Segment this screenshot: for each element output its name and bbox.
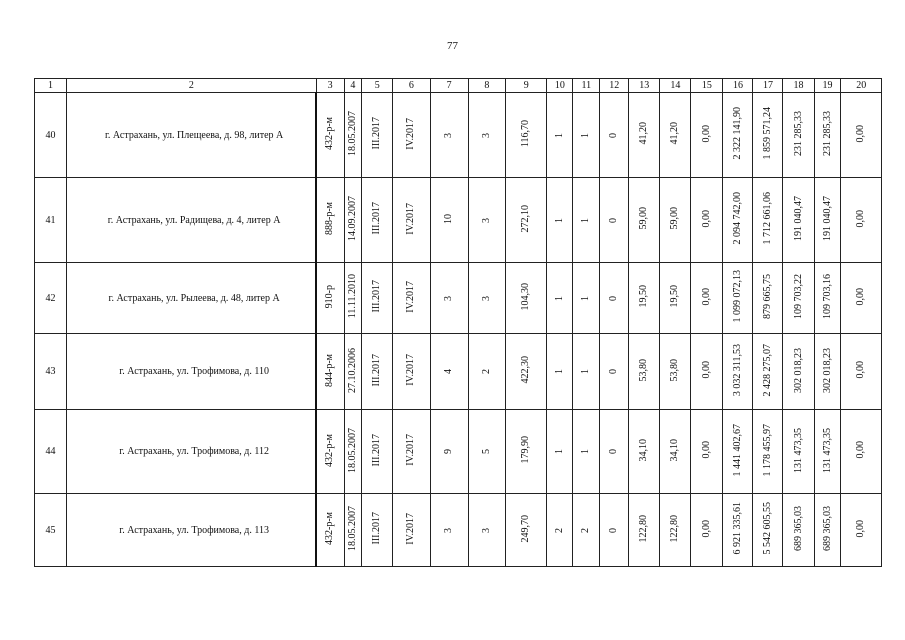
table-cell [841,494,882,567]
cell-value: 0 [608,369,620,374]
cell-value: 2 [553,527,565,533]
cell-value: 116,70 [520,119,532,148]
table-cell [691,178,723,263]
cell-value: III.2017 [371,433,383,467]
table-cell [600,334,629,410]
cell-value: 131 473,35 [821,427,833,473]
table-cell [573,93,600,178]
cell-value: 1 859 571,24 [761,107,773,160]
table-cell [841,334,882,410]
cell-value: 191 040,47 [821,196,833,241]
cell-value: 1 099 072,13 [731,270,743,323]
table-cell [629,263,660,334]
table-cell [814,410,841,494]
table-cell [814,334,841,410]
table-cell [841,410,882,494]
table-cell [660,410,691,494]
address-cell: г. Астрахань, ул. Трофимова, д. 112 [67,410,317,494]
table-cell [600,178,629,263]
table-cell [629,178,660,263]
header-row [35,79,882,93]
table-cell [723,334,753,410]
cell-value: 2 [580,527,592,533]
cell-value: 104,30 [520,282,532,311]
cell-value: 0,00 [855,124,867,143]
table-cell [344,410,362,494]
cell-value: IV.2017 [405,354,417,386]
table-cell [753,410,783,494]
cell-value: 0,00 [855,519,867,538]
cell-value: 41,20 [638,122,650,145]
cell-value: 34,10 [669,438,681,462]
cell-value: 109 703,22 [792,274,804,319]
table-cell [573,263,600,334]
cell-value: 122,80 [669,514,681,543]
cell-value: 34,10 [638,438,650,462]
table-cell [660,494,691,567]
table-cell [316,410,344,494]
cell-value: 10 [443,213,455,224]
column-header: 15 [691,79,723,93]
registry-table [34,78,882,567]
table-row [35,263,882,334]
address-cell: г. Астрахань, ул. Радищева, д. 4, литер А [67,178,317,263]
cell-value: 53,80 [669,358,681,382]
table-cell [393,410,430,494]
cell-value: 0,00 [855,287,867,306]
cell-value: 231 285,33 [821,111,833,156]
table-cell [547,178,573,263]
cell-value: 1 [580,369,592,374]
cell-value: 18.05.2007 [346,111,358,156]
column-header: 12 [600,79,629,93]
table-cell [506,178,547,263]
table-cell [814,263,841,334]
table-cell [723,93,753,178]
table-cell [547,263,573,334]
table-cell [547,334,573,410]
cell-value: 231 285,33 [792,111,804,156]
table-cell [753,494,783,567]
cell-value: 2 [480,369,492,374]
table-cell [506,263,547,334]
cell-value: 3 032 311,53 [731,343,743,397]
cell-value: 19,50 [638,285,650,308]
row-number: 43 [35,334,67,410]
cell-value: 2 428 275,07 [761,343,773,397]
table-cell [814,494,841,567]
cell-value: 3 [443,527,455,533]
page-number: 77 [447,40,458,52]
cell-value: 27.10.2006 [346,347,358,393]
table-cell [430,263,468,334]
table-cell [629,494,660,567]
cell-value: 1 [580,132,592,138]
cell-value: 0,00 [855,361,867,379]
table-cell [344,178,362,263]
cell-value: IV.2017 [405,117,417,150]
table-cell [468,494,505,567]
table-cell [506,494,547,567]
cell-value: 432-р-м [324,512,336,545]
cell-value: IV.2017 [405,512,417,545]
table-cell [344,93,362,178]
table-cell [430,93,468,178]
column-header: 7 [430,79,468,93]
cell-value: 131 473,35 [792,427,804,473]
table-cell [573,494,600,567]
table-cell [344,494,362,567]
table-cell [344,334,362,410]
cell-value: III.2017 [371,512,383,545]
cell-value: 3 [480,217,492,223]
table-cell [841,178,882,263]
cell-value: 2 094 742,00 [731,192,743,245]
table-cell [316,263,344,334]
cell-value: 18.05.2007 [346,427,358,473]
cell-value: 9 [443,449,455,454]
cell-value: 4 [443,369,455,374]
address-cell: г. Астрахань, ул. Рылеева, д. 48, литер А [67,263,317,334]
cell-value: 59,00 [638,207,650,230]
table-cell [783,494,814,567]
table-row [35,334,882,410]
cell-value: 3 [480,295,492,301]
cell-value: 2 322 141,90 [731,107,743,160]
cell-value: 1 178 455,97 [761,423,773,477]
column-header: 2 [67,79,317,93]
table-cell [753,334,783,410]
table-cell [393,93,430,178]
table-cell [430,334,468,410]
cell-value: III.2017 [371,117,383,150]
table-cell [344,263,362,334]
cell-value: 879 665,75 [761,274,773,319]
cell-value: 432-р-м [324,433,336,467]
column-header: 18 [783,79,814,93]
column-header: 3 [316,79,344,93]
table-cell [547,93,573,178]
cell-value: 3 [480,527,492,533]
table-cell [691,410,723,494]
column-header: 5 [362,79,393,93]
table-cell [468,178,505,263]
column-header: 6 [393,79,430,93]
cell-value: 1 [580,449,592,454]
cell-value: 6 921 335,61 [731,502,743,555]
row-number: 45 [35,494,67,567]
table-cell [783,263,814,334]
cell-value: 3 [443,295,455,301]
table-cell [691,93,723,178]
cell-value: 5 542 605,55 [761,502,773,555]
cell-value: 302 018,23 [792,347,804,393]
table-cell [362,494,393,567]
cell-value: 0 [608,295,620,301]
table-cell [468,334,505,410]
cell-value: 1 441 402,67 [731,423,743,477]
table-cell [600,263,629,334]
address-cell: г. Астрахань, ул. Трофимова, д. 113 [67,494,317,567]
cell-value: 249,70 [520,514,532,543]
table-row [35,494,882,567]
table-cell [691,334,723,410]
column-header: 17 [753,79,783,93]
table-cell [316,93,344,178]
table-cell [430,494,468,567]
column-header: 20 [841,79,882,93]
column-header: 13 [629,79,660,93]
cell-value: 3 [443,132,455,138]
table-cell [393,494,430,567]
table-cell [547,494,573,567]
table-cell [814,178,841,263]
column-header: 8 [468,79,505,93]
cell-value: 844-р-м [324,353,336,387]
cell-value: 41,20 [669,122,681,145]
cell-value: 0 [608,217,620,223]
cell-value: 888-р-м [324,202,336,235]
column-header: 19 [814,79,841,93]
table-cell [316,334,344,410]
table-cell [600,93,629,178]
table-cell [430,178,468,263]
cell-value: 1 [553,449,565,454]
table-cell [573,334,600,410]
table-cell [573,178,600,263]
cell-value: 1 [553,295,565,301]
cell-value: III.2017 [371,280,383,313]
cell-value: 689 365,03 [792,506,804,551]
cell-value: 179,90 [520,436,532,464]
cell-value: 1 712 661,06 [761,192,773,245]
cell-value: 0 [608,449,620,454]
table-cell [600,494,629,567]
table-cell [506,334,547,410]
table-cell [783,410,814,494]
cell-value: 0,00 [855,441,867,459]
cell-value: 432-р-м [324,117,336,150]
cell-value: 910-р [324,284,336,309]
table-cell [660,178,691,263]
table-cell [783,178,814,263]
row-number: 41 [35,178,67,263]
row-number: 44 [35,410,67,494]
table-row [35,93,882,178]
table-cell [393,178,430,263]
table-cell [468,410,505,494]
table-cell [362,334,393,410]
row-number: 40 [35,93,67,178]
cell-value: 59,00 [669,207,681,230]
table-cell [629,410,660,494]
cell-value: 0,00 [700,209,712,228]
cell-value: IV.2017 [405,280,417,313]
table-cell [723,410,753,494]
cell-value: 422,30 [520,356,532,384]
column-header: 11 [573,79,600,93]
cell-value: 11.11.2010 [346,274,358,319]
column-header: 9 [506,79,547,93]
column-header: 14 [660,79,691,93]
table-cell [814,93,841,178]
cell-value: 122,80 [638,514,650,543]
table-cell [506,410,547,494]
table-cell [660,334,691,410]
table-cell [316,178,344,263]
cell-value: 3 [480,132,492,138]
cell-value: 302 018,23 [821,347,833,393]
table-cell [783,334,814,410]
table-cell [753,93,783,178]
table-cell [691,263,723,334]
cell-value: 109 703,16 [821,274,833,319]
table-cell [723,178,753,263]
table-cell [362,93,393,178]
table-cell [660,93,691,178]
table-cell [753,263,783,334]
table-cell [393,334,430,410]
table-cell [841,93,882,178]
cell-value: 1 [553,217,565,223]
table-cell [430,410,468,494]
table-cell [506,93,547,178]
cell-value: 0,00 [700,519,712,538]
cell-value: 5 [480,449,492,454]
table-cell [600,410,629,494]
address-cell: г. Астрахань, ул. Трофимова, д. 110 [67,334,317,410]
table-cell [393,263,430,334]
cell-value: 0,00 [700,287,712,306]
cell-value: 0,00 [700,441,712,459]
table-cell [362,263,393,334]
cell-value: 1 [553,132,565,138]
table-cell [362,410,393,494]
table-row [35,410,882,494]
address-cell: г. Астрахань, ул. Плещеева, д. 98, литер А [67,93,317,178]
table-cell [629,93,660,178]
cell-value: 0 [608,527,620,533]
cell-value: 689 365,03 [821,506,833,551]
cell-value: 53,80 [638,358,650,382]
table-cell [723,494,753,567]
cell-value: 1 [580,217,592,223]
table-cell [753,178,783,263]
cell-value: 14.09.2007 [346,196,358,241]
cell-value: 0,00 [855,209,867,228]
table-cell [362,178,393,263]
cell-value: 0,00 [700,124,712,143]
column-header: 10 [547,79,573,93]
row-number: 42 [35,263,67,334]
table-cell [316,494,344,567]
cell-value: IV.2017 [405,202,417,235]
table-cell [629,334,660,410]
cell-value: 272,10 [520,204,532,233]
cell-value: 1 [553,369,565,374]
cell-value: 18.05.2007 [346,506,358,551]
table-cell [723,263,753,334]
cell-value: 0,00 [700,361,712,379]
cell-value: III.2017 [371,202,383,235]
table-cell [573,410,600,494]
table-cell [691,494,723,567]
cell-value: III.2017 [371,353,383,387]
table-cell [547,410,573,494]
cell-value: IV.2017 [405,434,417,466]
cell-value: 191 040,47 [792,196,804,241]
table-cell [841,263,882,334]
cell-value: 1 [580,295,592,301]
cell-value: 19,50 [669,285,681,308]
table-cell [468,93,505,178]
table-cell [783,93,814,178]
column-header: 16 [723,79,753,93]
column-header: 1 [35,79,67,93]
table-cell [660,263,691,334]
column-header: 4 [344,79,362,93]
cell-value: 0 [608,132,620,138]
table-cell [468,263,505,334]
table-row [35,178,882,263]
